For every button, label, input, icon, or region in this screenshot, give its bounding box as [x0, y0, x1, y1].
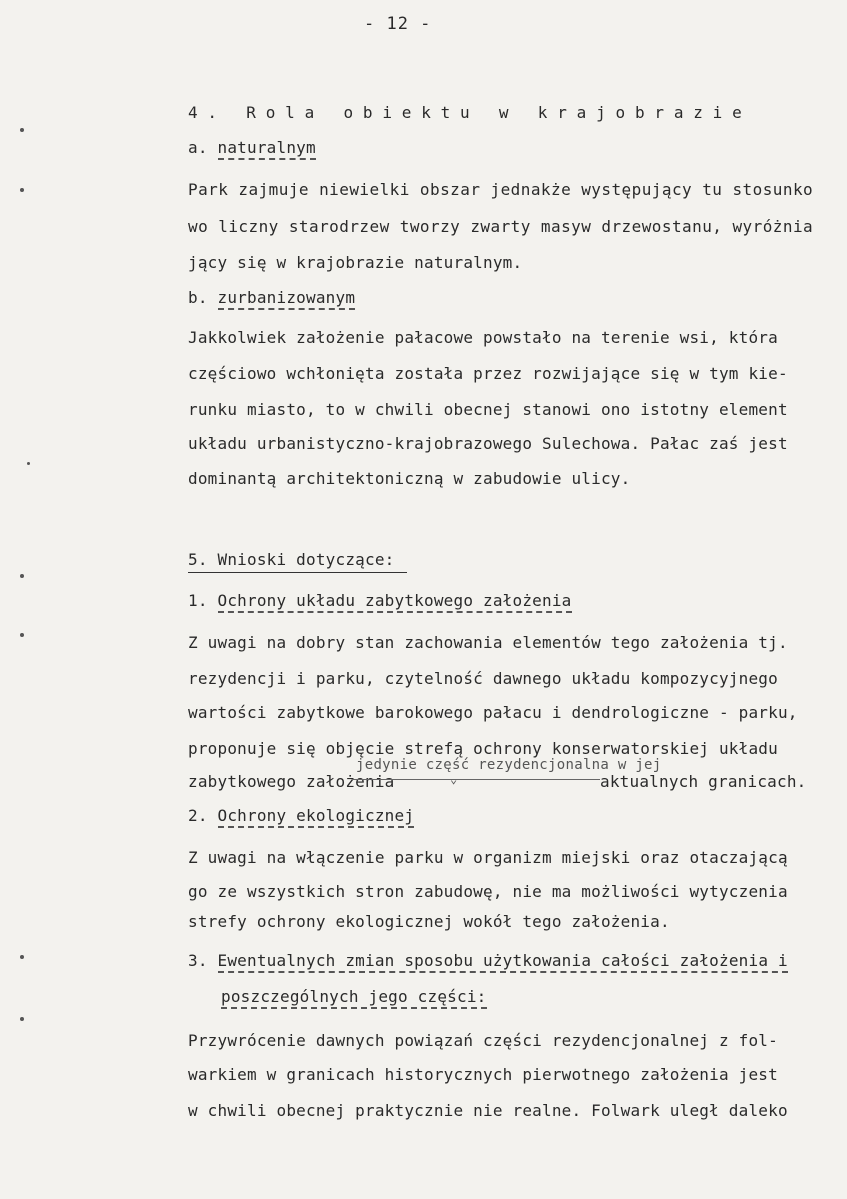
section5-item3-line-3: w chwili obecnej praktycznie nie realne. Folwark uległ daleko [188, 1101, 788, 1120]
section5-item2-heading [188, 806, 414, 826]
section5-item2-label: 2. [188, 806, 208, 825]
section5-item1-line-5-start: zabytkowego założenia [188, 772, 395, 791]
section4a-line-1: Park zajmuje niewielki obszar jednakże występujący tu stosunko [188, 180, 814, 199]
section4a-line-2: wo liczny starodrzew tworzy zwarty masyw drzewostanu, wyróżnia [188, 217, 814, 236]
section4b-line-2: częściowo wchłonięta została przez rozwijające się w tym kie- [188, 364, 788, 383]
margin-mark [20, 1017, 24, 1021]
section4b-line-1: Jakkolwiek założenie pałacowe powstało na terenie wsi, która [188, 328, 778, 347]
margin-mark [20, 188, 24, 192]
section5-item2-line-2: go ze wszystkich stron zabudowę, nie ma możliwości wytyczenia [188, 882, 788, 901]
page-number: - 12 - [364, 14, 432, 34]
margin-mark [20, 128, 24, 132]
handwritten-insertion: jedynie część rezydencjonalna w jej [356, 757, 662, 773]
section5-item2-line-1: Z uwagi na włączenie parku w organizm miejski oraz otaczającą [188, 848, 788, 867]
section5-item1-line-5-end: aktualnych granicach. [600, 772, 807, 791]
section5-item1-label: 1. [188, 591, 208, 610]
section5-item1-line-2: rezydencji i parku, czytelność dawnego układu kompozycyjnego [188, 669, 778, 688]
section4a-line-3: jący się w krajobrazie naturalnym. [188, 253, 523, 272]
insertion-line [352, 779, 600, 780]
section4b-line-3: runku miasto, to w chwili obecnej stanowi ono istotny element [188, 400, 788, 419]
section4a-heading [188, 138, 316, 158]
section5-item3-title-1: Ewentualnych zmian sposobu użytkowania całości założenia i [218, 951, 788, 973]
section4b-label: b. [188, 288, 208, 307]
section5-item3-heading-line-2 [221, 987, 487, 1007]
section5-item1-line-4: proponuje się objęcie strefą ochrony konserwatorskiej układu [188, 739, 778, 758]
section5-item3-label: 3. [188, 951, 208, 970]
margin-mark [20, 633, 24, 637]
section5-item3-title-2: poszczególnych jego części: [221, 987, 487, 1009]
section4a-title: naturalnym [218, 138, 316, 160]
section5-item1-title: Ochrony układu zabytkowego założenia [218, 591, 572, 613]
section4b-heading [188, 288, 355, 308]
section5-item2-line-3: strefy ochrony ekologicznej wokół tego założenia. [188, 912, 670, 931]
margin-mark [27, 462, 30, 465]
section5-item1-line-1: Z uwagi na dobry stan zachowania elementów tego założenia tj. [188, 633, 788, 652]
section5-item3-heading [188, 951, 788, 971]
margin-mark [20, 574, 24, 578]
section4b-line-4: układu urbanistyczno-krajobrazowego Sulechowa. Pałac zaś jest [188, 434, 788, 453]
insertion-caret-icon: ⌄ [450, 772, 458, 786]
section4b-title: zurbanizowanym [218, 288, 356, 310]
section4b-line-5: dominantą architektoniczną w zabudowie ulicy. [188, 469, 631, 488]
margin-mark [20, 955, 24, 959]
section5-item1-line-3: wartości zabytkowe barokowego pałacu i dendrologiczne - parku, [188, 703, 798, 722]
section4a-label: a. [188, 138, 208, 157]
section5-item3-line-2: warkiem w granicach historycznych pierwotnego założenia jest [188, 1065, 778, 1084]
section5-item3-line-1: Przywrócenie dawnych powiązań części rezydencjonalnej z fol- [188, 1031, 778, 1050]
section5-heading-text: 5. Wnioski dotyczące: [188, 550, 407, 573]
section5-heading [188, 550, 407, 570]
section5-item1-heading [188, 591, 572, 611]
section4-heading: 4. Rola obiektu w krajobrazie [188, 103, 752, 122]
section5-item2-title: Ochrony ekologicznej [218, 806, 415, 828]
